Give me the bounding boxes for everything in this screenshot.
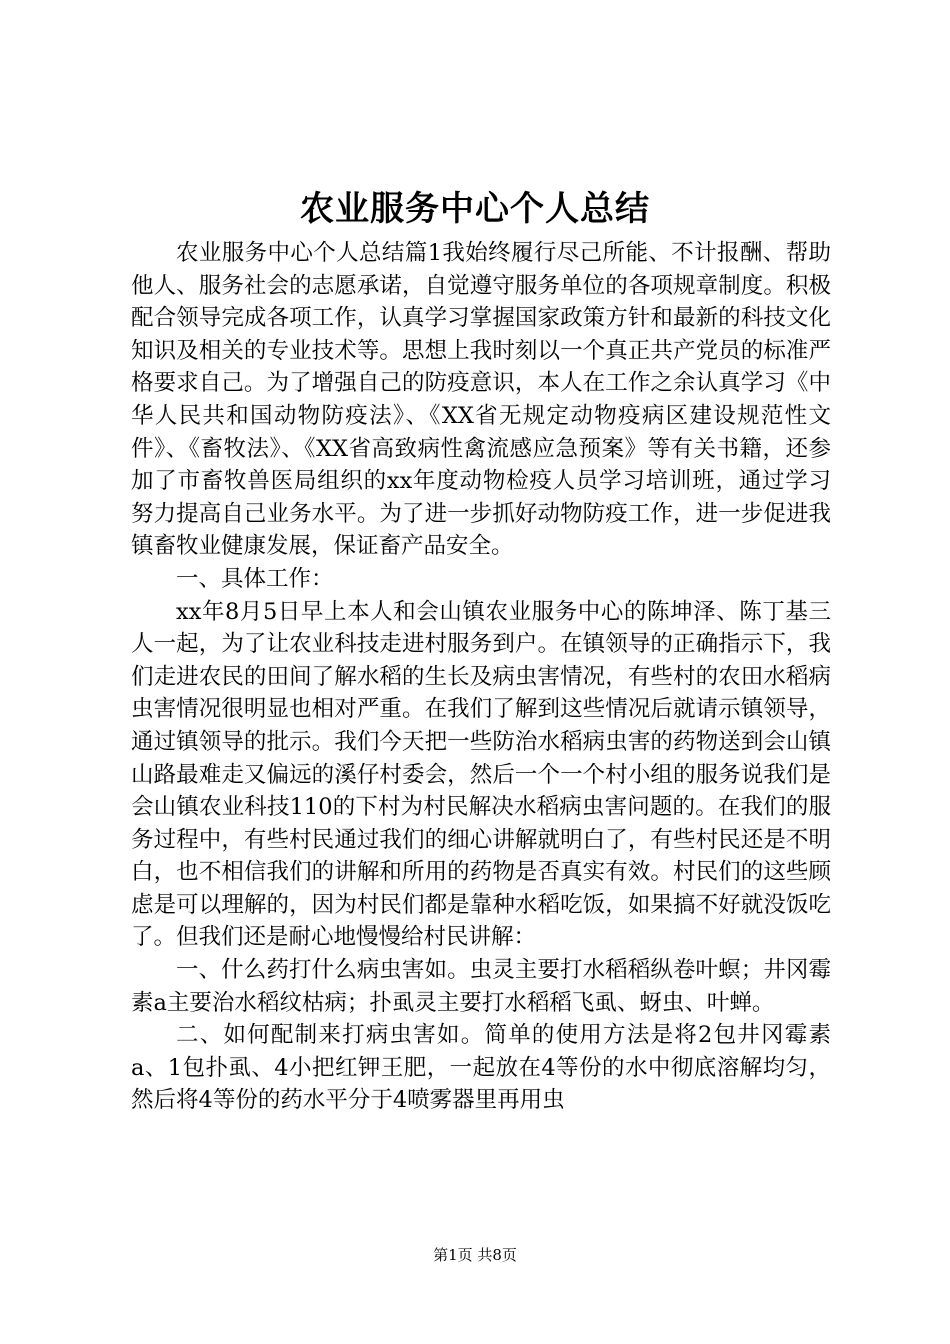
page-number-footer: 第1页 共8页 [433,1246,517,1264]
paragraph-item-one: 一、什么药打什么病虫害如。虫灵主要打水稻稻纵卷叶螟；井冈霉素a主要治水稻纹枯病；扑虱灵主要打水稻稻飞虱、蚜虫、叶蝉。 [131,957,831,1016]
document-body [131,237,831,1117]
paragraph-item-two: 二、如何配制来打病虫害如。简单的使用方法是将2包井冈霉素a、1包扑虱、4小把红钾王肥，一起放在4等份的水中彻底溶解均匀，然后将4等份的药水平分于4喷雾器里再用虫 [131,1022,831,1114]
paragraph-section-heading: 一、具体工作： [176,565,334,592]
document-title: 农业服务中心个人总结 [300,189,650,229]
paragraph-field-work: xx年8月5日早上本人和会山镇农业服务中心的陈坤泽、陈丁基三人一起，为了让农业科技走进村服务到户。在镇领导的正确指示下，我们走进农民的田间了解水稻的生长及病虫害情况，有些村的农田水稻病虫害情况很明显也相对严重。在我们了解到这些情况后就请示镇领导，通过镇领导的批示。我们今天把一些防治水稻病虫害的药物送到会山镇山路最难走又偏远的溪仔村委会，然后一个一个村小组的服务说我们是会山镇农业科技110的下村为村民解决水稻病虫害问题的。在我们的服务过程中，有些村民通过我们的细心讲解就明白了，有些村民还是不明白，也不相信我们的讲解和所用的药物是否真实有效。村民们的这些顾虑是可以理解的，因为村民们都是靠种水稻吃饭，如果搞不好就没饭吃了。但我们还是耐心地慢慢给村民讲解： [131,598,831,951]
paragraph-intro: 农业服务中心个人总结篇1我始终履行尽己所能、不计报酬、帮助他人、服务社会的志愿承诺，自觉遵守服务单位的各项规章制度。积极配合领导完成各项工作，认真学习掌握国家政策方针和最新的科技文化知识及相关的专业技术等。思想上我时刻以一个真正共产党员的标准严格要求自己。为了增强自己的防疫意识，本人在工作之余认真学习《中华人民共和国动物防疫法》、《XX省无规定动物疫病区建设规范性文件》、《畜牧法》、《XX省高致病性禽流感应急预案》等有关书籍，还参加了市畜牧兽医局组织的xx年度动物检疫人员学习培训班，通过学习努力提高自己业务水平。为了进一步抓好动物防疫工作，进一步促进我镇畜牧业健康发展，保证畜产品安全。 [131,240,831,560]
